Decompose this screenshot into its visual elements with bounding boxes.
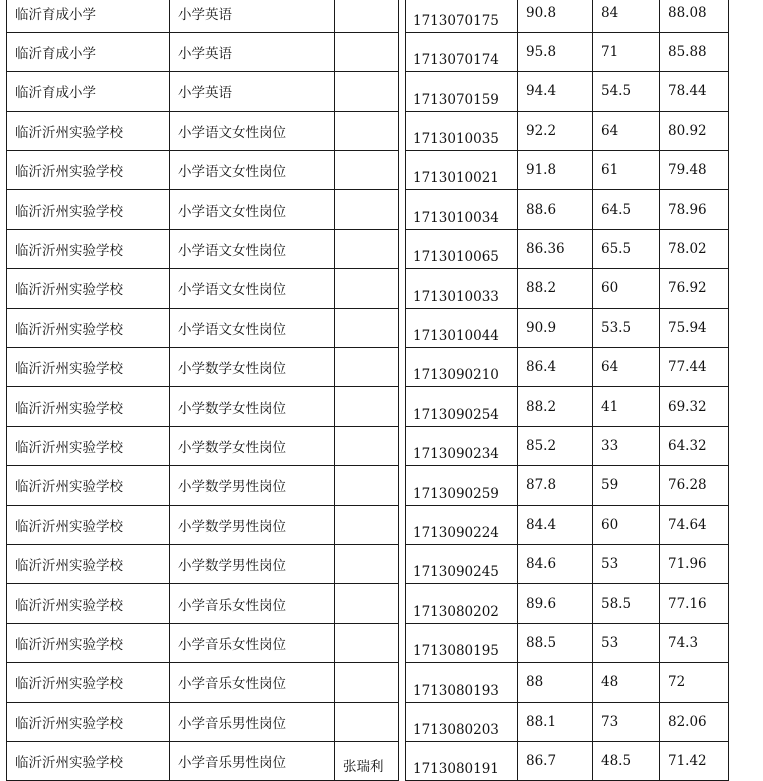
written-score-cell: 91.8	[518, 151, 593, 190]
table-row	[7, 505, 729, 544]
written-score-cell: 89.6	[518, 584, 593, 623]
exam-id-cell: 1713010021	[406, 151, 518, 190]
total-score-cell: 85.88	[660, 32, 729, 71]
post-cell: 小学语文女性岗位	[170, 111, 335, 150]
table-row	[7, 544, 729, 583]
school-cell: 临沂育成小学	[7, 0, 170, 32]
table-row	[7, 387, 729, 426]
total-score-cell: 64.32	[660, 426, 729, 465]
school-cell: 临沂沂州实验学校	[7, 190, 170, 229]
written-score-cell: 90.9	[518, 308, 593, 347]
written-score-cell: 86.4	[518, 348, 593, 387]
post-cell: 小学语文女性岗位	[170, 190, 335, 229]
school-cell: 临沂沂州实验学校	[7, 584, 170, 623]
school-cell: 临沂沂州实验学校	[7, 308, 170, 347]
column-gap	[399, 663, 406, 702]
total-score-cell: 69.32	[660, 387, 729, 426]
interview-score-cell: 71	[593, 32, 660, 71]
column-gap	[399, 72, 406, 111]
school-cell: 临沂沂州实验学校	[7, 151, 170, 190]
table-row	[7, 0, 729, 32]
table-row	[7, 269, 729, 308]
column-gap	[399, 32, 406, 71]
column-gap	[399, 190, 406, 229]
table-row	[7, 584, 729, 623]
interview-score-cell: 59	[593, 466, 660, 505]
school-cell: 临沂沂州实验学校	[7, 663, 170, 702]
exam-id-cell: 1713080202	[406, 584, 518, 623]
exam-id-cell: 1713010065	[406, 229, 518, 268]
name-cell	[335, 229, 399, 268]
column-gap	[399, 387, 406, 426]
post-cell: 小学英语	[170, 72, 335, 111]
name-cell	[335, 387, 399, 426]
column-gap	[399, 0, 406, 32]
table-row	[7, 426, 729, 465]
exam-id-cell: 1713070174	[406, 32, 518, 71]
written-score-cell: 88.6	[518, 190, 593, 229]
table-row	[7, 663, 729, 702]
school-cell: 临沂沂州实验学校	[7, 505, 170, 544]
column-gap	[399, 151, 406, 190]
exam-id-cell: 1713080203	[406, 702, 518, 741]
interview-score-cell: 84	[593, 0, 660, 32]
exam-id-cell: 1713070159	[406, 72, 518, 111]
total-score-cell: 88.08	[660, 0, 729, 32]
total-score-cell: 72	[660, 663, 729, 702]
post-cell: 小学语文女性岗位	[170, 151, 335, 190]
interview-score-cell: 60	[593, 269, 660, 308]
written-score-cell: 88.2	[518, 387, 593, 426]
table-row	[7, 111, 729, 150]
school-cell: 临沂育成小学	[7, 72, 170, 111]
exam-id-cell: 1713070175	[406, 0, 518, 32]
total-score-cell: 77.16	[660, 584, 729, 623]
column-gap	[399, 741, 406, 780]
score-table	[6, 0, 729, 781]
school-cell: 临沂沂州实验学校	[7, 466, 170, 505]
column-gap	[399, 229, 406, 268]
column-gap	[399, 426, 406, 465]
column-gap	[399, 111, 406, 150]
total-score-cell: 74.64	[660, 505, 729, 544]
table-row	[7, 72, 729, 111]
school-cell: 临沂沂州实验学校	[7, 111, 170, 150]
written-score-cell: 94.4	[518, 72, 593, 111]
name-cell	[335, 663, 399, 702]
column-gap	[399, 269, 406, 308]
total-score-cell: 78.44	[660, 72, 729, 111]
exam-id-cell: 1713010034	[406, 190, 518, 229]
total-score-cell: 71.96	[660, 544, 729, 583]
name-cell	[335, 111, 399, 150]
school-cell: 临沂育成小学	[7, 32, 170, 71]
name-cell	[335, 623, 399, 662]
name-cell	[335, 702, 399, 741]
exam-id-cell: 1713090259	[406, 466, 518, 505]
table-row	[7, 229, 729, 268]
interview-score-cell: 33	[593, 426, 660, 465]
interview-score-cell: 41	[593, 387, 660, 426]
interview-score-cell: 64.5	[593, 190, 660, 229]
interview-score-cell: 53	[593, 623, 660, 662]
total-score-cell: 78.96	[660, 190, 729, 229]
post-cell: 小学数学男性岗位	[170, 505, 335, 544]
name-cell	[335, 32, 399, 71]
written-score-cell: 85.2	[518, 426, 593, 465]
exam-id-cell: 1713010044	[406, 308, 518, 347]
name-cell	[335, 348, 399, 387]
name-cell	[335, 544, 399, 583]
exam-id-cell: 1713080191	[406, 741, 518, 780]
total-score-cell: 78.02	[660, 229, 729, 268]
column-gap	[399, 584, 406, 623]
written-score-cell: 87.8	[518, 466, 593, 505]
post-cell: 小学数学女性岗位	[170, 426, 335, 465]
total-score-cell: 76.28	[660, 466, 729, 505]
name-cell	[335, 426, 399, 465]
interview-score-cell: 64	[593, 111, 660, 150]
post-cell: 小学数学女性岗位	[170, 348, 335, 387]
column-gap	[399, 505, 406, 544]
interview-score-cell: 53.5	[593, 308, 660, 347]
interview-score-cell: 64	[593, 348, 660, 387]
table-row	[7, 741, 729, 780]
school-cell: 临沂沂州实验学校	[7, 426, 170, 465]
exam-id-cell: 1713080193	[406, 663, 518, 702]
written-score-cell: 88	[518, 663, 593, 702]
written-score-cell: 92.2	[518, 111, 593, 150]
table-row	[7, 623, 729, 662]
interview-score-cell: 60	[593, 505, 660, 544]
interview-score-cell: 65.5	[593, 229, 660, 268]
name-cell	[335, 151, 399, 190]
total-score-cell: 71.42	[660, 741, 729, 780]
name-cell	[335, 308, 399, 347]
interview-score-cell: 48.5	[593, 741, 660, 780]
column-gap	[399, 623, 406, 662]
table-row	[7, 190, 729, 229]
total-score-cell: 75.94	[660, 308, 729, 347]
written-score-cell: 88.2	[518, 269, 593, 308]
name-cell	[335, 466, 399, 505]
written-score-cell: 90.8	[518, 0, 593, 32]
column-gap	[399, 308, 406, 347]
interview-score-cell: 54.5	[593, 72, 660, 111]
interview-score-cell: 61	[593, 151, 660, 190]
table-row	[7, 151, 729, 190]
post-cell: 小学语文女性岗位	[170, 308, 335, 347]
post-cell: 小学语文女性岗位	[170, 229, 335, 268]
column-gap	[399, 702, 406, 741]
exam-id-cell: 1713090254	[406, 387, 518, 426]
written-score-cell: 84.4	[518, 505, 593, 544]
school-cell: 临沂沂州实验学校	[7, 348, 170, 387]
exam-id-cell: 1713090210	[406, 348, 518, 387]
post-cell: 小学音乐女性岗位	[170, 584, 335, 623]
interview-score-cell: 53	[593, 544, 660, 583]
written-score-cell: 84.6	[518, 544, 593, 583]
written-score-cell: 95.8	[518, 32, 593, 71]
school-cell: 临沂沂州实验学校	[7, 623, 170, 662]
name-cell: 张瑞利	[335, 741, 399, 780]
score-table-body	[7, 0, 729, 781]
name-cell	[335, 190, 399, 229]
written-score-cell: 86.36	[518, 229, 593, 268]
school-cell: 临沂沂州实验学校	[7, 269, 170, 308]
interview-score-cell: 48	[593, 663, 660, 702]
total-score-cell: 74.3	[660, 623, 729, 662]
name-cell	[335, 584, 399, 623]
written-score-cell: 88.1	[518, 702, 593, 741]
school-cell: 临沂沂州实验学校	[7, 702, 170, 741]
post-cell: 小学音乐男性岗位	[170, 741, 335, 780]
post-cell: 小学数学女性岗位	[170, 387, 335, 426]
table-row	[7, 702, 729, 741]
school-cell: 临沂沂州实验学校	[7, 741, 170, 780]
table-row	[7, 348, 729, 387]
column-gap	[399, 466, 406, 505]
total-score-cell: 76.92	[660, 269, 729, 308]
exam-id-cell: 1713080195	[406, 623, 518, 662]
exam-id-cell: 1713090245	[406, 544, 518, 583]
exam-id-cell: 1713090234	[406, 426, 518, 465]
school-cell: 临沂沂州实验学校	[7, 544, 170, 583]
post-cell: 小学数学男性岗位	[170, 544, 335, 583]
post-cell: 小学数学男性岗位	[170, 466, 335, 505]
table-row	[7, 308, 729, 347]
post-cell: 小学音乐男性岗位	[170, 702, 335, 741]
name-cell	[335, 72, 399, 111]
total-score-cell: 80.92	[660, 111, 729, 150]
exam-id-cell: 1713010033	[406, 269, 518, 308]
post-cell: 小学音乐女性岗位	[170, 663, 335, 702]
interview-score-cell: 73	[593, 702, 660, 741]
total-score-cell: 79.48	[660, 151, 729, 190]
written-score-cell: 86.7	[518, 741, 593, 780]
column-gap	[399, 544, 406, 583]
column-gap	[399, 348, 406, 387]
total-score-cell: 82.06	[660, 702, 729, 741]
exam-id-cell: 1713010035	[406, 111, 518, 150]
name-cell	[335, 0, 399, 32]
post-cell: 小学音乐女性岗位	[170, 623, 335, 662]
school-cell: 临沂沂州实验学校	[7, 387, 170, 426]
total-score-cell: 77.44	[660, 348, 729, 387]
written-score-cell: 88.5	[518, 623, 593, 662]
name-cell	[335, 269, 399, 308]
table-row	[7, 32, 729, 71]
post-cell: 小学语文女性岗位	[170, 269, 335, 308]
table-row	[7, 466, 729, 505]
exam-id-cell: 1713090224	[406, 505, 518, 544]
post-cell: 小学英语	[170, 0, 335, 32]
name-cell	[335, 505, 399, 544]
post-cell: 小学英语	[170, 32, 335, 71]
school-cell: 临沂沂州实验学校	[7, 229, 170, 268]
interview-score-cell: 58.5	[593, 584, 660, 623]
